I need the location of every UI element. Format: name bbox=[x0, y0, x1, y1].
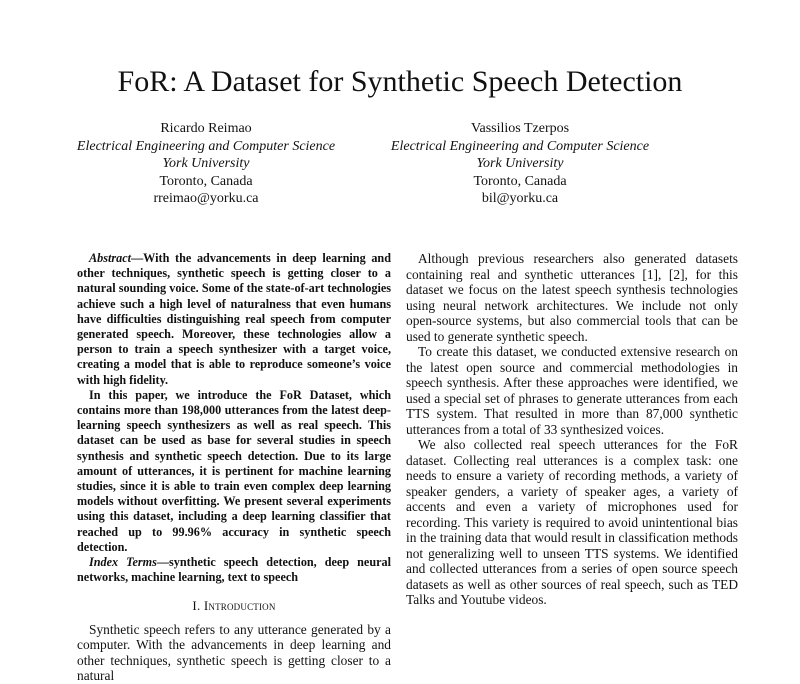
author-block-1 bbox=[56, 120, 356, 208]
author-university: York University bbox=[162, 156, 250, 171]
author-email: rreimao@yorku.ca bbox=[153, 191, 259, 206]
abstract bbox=[77, 251, 391, 585]
author-university: York University bbox=[476, 156, 564, 171]
author-name: Ricardo Reimao bbox=[160, 121, 252, 136]
abstract-paragraph-2: In this paper, we introduce the FoR Dataset, which contains more than 198,000 utterances from the latest deep-learning speech synthesizers as well as real speech. This dataset can be used as base for several studies in speech synthesis and synthetic speech detection. Due to its large amount of utterances, it is pertinent for machine learning studies, since it is able to train even complex deep learning models without overfitting. We present several experiments using this dataset, including a deep learning classifier that reached up to 99.96% accuracy in synthetic speech detection. bbox=[77, 387, 391, 554]
author-name: Vassilios Tzerpos bbox=[470, 121, 570, 136]
abstract-label: Abstract bbox=[89, 251, 131, 265]
author-department: Electrical Engineering and Computer Science bbox=[76, 138, 336, 154]
left-column bbox=[77, 251, 391, 684]
abstract-text-1: —With the advancements in deep learning and other techniques, synthetic speech is getting closer to a natural sounding voice. Some of the state-of-art technologies achieve such a high level of naturalness that even humans have difficulties distinguishing real speech from computer generated speech. Moreover, these technologies allow a person to train a speech synthesizer with a target voice, creating a model that is able to reproduce someone’s voice with high fidelity. bbox=[77, 251, 391, 387]
body-paragraph: Although previous researchers also generated datasets containing real and synthetic utterances [1], [2], for this dataset we focus on the latest speech synthesis technologies using neural network architectures. We include not only open-source systems, but also commercial tools that can be used to generate synthetic speech. bbox=[406, 251, 738, 344]
author-email: bil@yorku.ca bbox=[481, 191, 559, 206]
abstract-paragraph-1 bbox=[77, 251, 391, 388]
body-paragraph: To create this dataset, we conducted extensive research on the latest open source and commercial methodologies in speech synthesis. After these approaches were identified, we used a special set of phrases to generate utterances from each TTS system. That resulted in more than 87,000 synthetic utterances from a total of 33 synthesized voices. bbox=[406, 344, 738, 437]
author-location: Toronto, Canada bbox=[473, 173, 567, 189]
body-paragraph: We also collected real speech utterances for the FoR dataset. Collecting real utterances is a complex task: one needs to ensure a variety of recording methods, a variety of speaker genders, a variety of speaker ages, a variety of accents and even a variety of microphones used for recording. This variety is required to avoid unintentional bias in the training data that would result in classification methods not generalizing well to unseen TTS systems. We identified and collected utterances from a series of open source speech datasets as well as other sources of real speech, such as TED Talks and Youtube videos. bbox=[406, 437, 738, 607]
index-terms-label: Index Terms bbox=[89, 555, 157, 570]
right-column bbox=[406, 251, 738, 608]
author-department: Electrical Engineering and Computer Science bbox=[390, 138, 650, 154]
intro-paragraph-1: Synthetic speech refers to any utterance generated by a computer. With the advancements in deep learning and other techniques, synthetic speech is getting closer to a natural bbox=[77, 621, 391, 684]
section-heading-introduction: I. Introduction bbox=[192, 598, 276, 614]
author-location: Toronto, Canada bbox=[159, 173, 253, 189]
author-block-2 bbox=[370, 120, 670, 208]
index-terms bbox=[77, 555, 391, 585]
paper-title: FoR: A Dataset for Synthetic Speech Detection bbox=[117, 65, 683, 98]
index-terms-text: —synthetic speech detection, deep neural networks, machine learning, text to speech bbox=[77, 555, 391, 585]
